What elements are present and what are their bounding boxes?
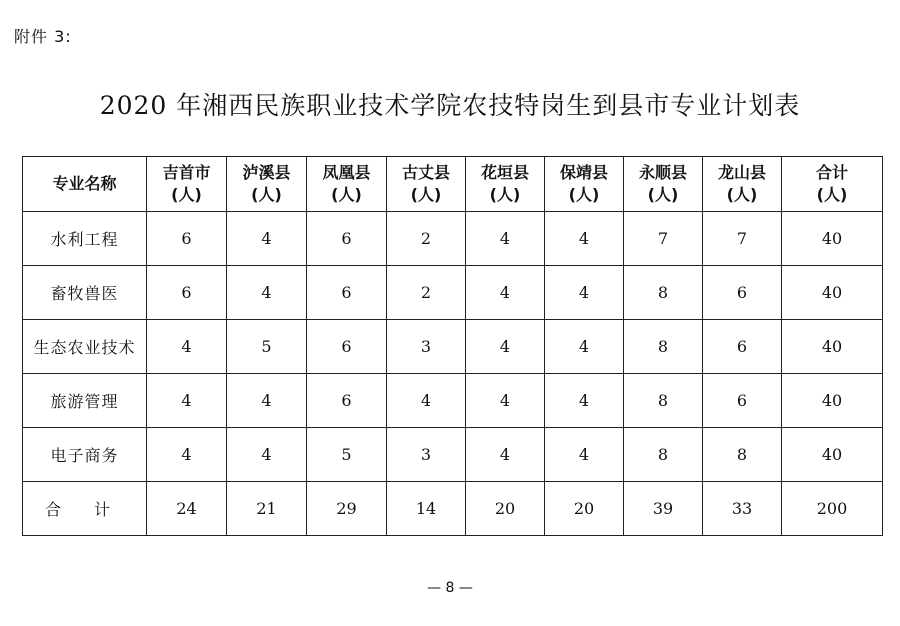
county-total-cell: 21 xyxy=(227,482,307,536)
quota-cell: 4 xyxy=(545,266,624,320)
table-row xyxy=(23,212,883,266)
county-total-cell: 33 xyxy=(703,482,782,536)
quota-cell: 7 xyxy=(624,212,703,266)
total-unit: (人) xyxy=(816,185,848,204)
quota-cell: 8 xyxy=(703,428,782,482)
quota-cell: 8 xyxy=(624,320,703,374)
quota-cell: 3 xyxy=(387,428,466,482)
county-unit: (人) xyxy=(331,185,362,204)
quota-cell: 4 xyxy=(466,320,545,374)
row-total-cell: 40 xyxy=(782,212,883,266)
total-name: 合计 xyxy=(815,163,848,182)
quota-cell: 4 xyxy=(227,374,307,428)
county-name: 保靖县 xyxy=(559,163,608,182)
quota-cell: 4 xyxy=(227,428,307,482)
quota-cell: 6 xyxy=(307,374,387,428)
table-row xyxy=(23,428,883,482)
header-county xyxy=(307,157,387,212)
row-total-cell: 40 xyxy=(782,266,883,320)
quota-cell: 4 xyxy=(466,374,545,428)
quota-cell: 4 xyxy=(147,320,227,374)
quota-cell: 6 xyxy=(703,374,782,428)
header-county xyxy=(545,157,624,212)
header-total xyxy=(782,157,883,212)
quota-cell: 4 xyxy=(466,212,545,266)
header-county xyxy=(624,157,703,212)
quota-cell: 5 xyxy=(227,320,307,374)
header-major-name: 专业名称 xyxy=(23,157,147,212)
total-label-cell: 合 计 xyxy=(23,482,147,536)
quota-cell: 6 xyxy=(703,320,782,374)
county-total-cell: 29 xyxy=(307,482,387,536)
quota-cell: 6 xyxy=(307,320,387,374)
county-unit: (人) xyxy=(489,185,521,204)
table-header xyxy=(23,157,883,212)
table-row xyxy=(23,320,883,374)
quota-cell: 2 xyxy=(387,266,466,320)
major-name-cell: 生态农业技术 xyxy=(23,320,147,374)
quota-cell: 6 xyxy=(147,212,227,266)
county-total-cell: 20 xyxy=(466,482,545,536)
quota-cell: 4 xyxy=(466,428,545,482)
quota-cell: 6 xyxy=(307,266,387,320)
row-total-cell: 40 xyxy=(782,428,883,482)
plan-table xyxy=(22,156,883,536)
quota-cell: 6 xyxy=(147,266,227,320)
quota-cell: 2 xyxy=(387,212,466,266)
page-number: — 8 — xyxy=(427,580,473,596)
quota-cell: 6 xyxy=(307,212,387,266)
county-unit: (人) xyxy=(171,185,202,204)
county-total-cell: 14 xyxy=(387,482,466,536)
header-county xyxy=(147,157,227,212)
document-title: 2020 年湘西民族职业技术学院农技特岗生到县市专业计划表 xyxy=(99,91,801,120)
quota-cell: 4 xyxy=(387,374,466,428)
county-name: 龙山县 xyxy=(717,163,766,182)
quota-cell: 4 xyxy=(545,374,624,428)
quota-cell: 6 xyxy=(703,266,782,320)
quota-cell: 4 xyxy=(545,320,624,374)
county-name: 凤凰县 xyxy=(322,163,371,182)
quota-cell: 4 xyxy=(466,266,545,320)
quota-cell: 4 xyxy=(227,266,307,320)
county-name: 吉首市 xyxy=(162,163,211,182)
row-total-cell: 40 xyxy=(782,320,883,374)
row-total-cell: 40 xyxy=(782,374,883,428)
county-total-cell: 24 xyxy=(147,482,227,536)
county-name: 永顺县 xyxy=(638,163,687,182)
county-total-cell: 20 xyxy=(545,482,624,536)
quota-cell: 4 xyxy=(147,374,227,428)
county-total-cell: 39 xyxy=(624,482,703,536)
quota-cell: 4 xyxy=(545,212,624,266)
quota-cell: 3 xyxy=(387,320,466,374)
quota-cell: 7 xyxy=(703,212,782,266)
grand-total-cell: 200 xyxy=(782,482,883,536)
county-unit: (人) xyxy=(251,185,282,204)
quota-cell: 5 xyxy=(307,428,387,482)
attachment-label: 附件 3: xyxy=(14,27,72,46)
table-row xyxy=(23,266,883,320)
table-body xyxy=(23,212,883,536)
major-name-cell: 电子商务 xyxy=(23,428,147,482)
major-name-cell: 畜牧兽医 xyxy=(23,266,147,320)
county-name: 古丈县 xyxy=(401,163,450,182)
county-unit: (人) xyxy=(647,185,679,204)
quota-cell: 4 xyxy=(147,428,227,482)
quota-cell: 8 xyxy=(624,374,703,428)
county-unit: (人) xyxy=(568,185,600,204)
quota-cell: 4 xyxy=(545,428,624,482)
quota-cell: 8 xyxy=(624,266,703,320)
header-county xyxy=(466,157,545,212)
county-name: 花垣县 xyxy=(480,163,529,182)
header-county xyxy=(227,157,307,212)
county-unit: (人) xyxy=(726,185,758,204)
table-row xyxy=(23,374,883,428)
header-county xyxy=(703,157,782,212)
header-county xyxy=(387,157,466,212)
county-name: 泸溪县 xyxy=(242,163,291,182)
quota-cell: 8 xyxy=(624,428,703,482)
total-row xyxy=(23,482,883,536)
county-unit: (人) xyxy=(410,185,442,204)
quota-cell: 4 xyxy=(227,212,307,266)
major-name-cell: 旅游管理 xyxy=(23,374,147,428)
major-name-cell: 水利工程 xyxy=(23,212,147,266)
